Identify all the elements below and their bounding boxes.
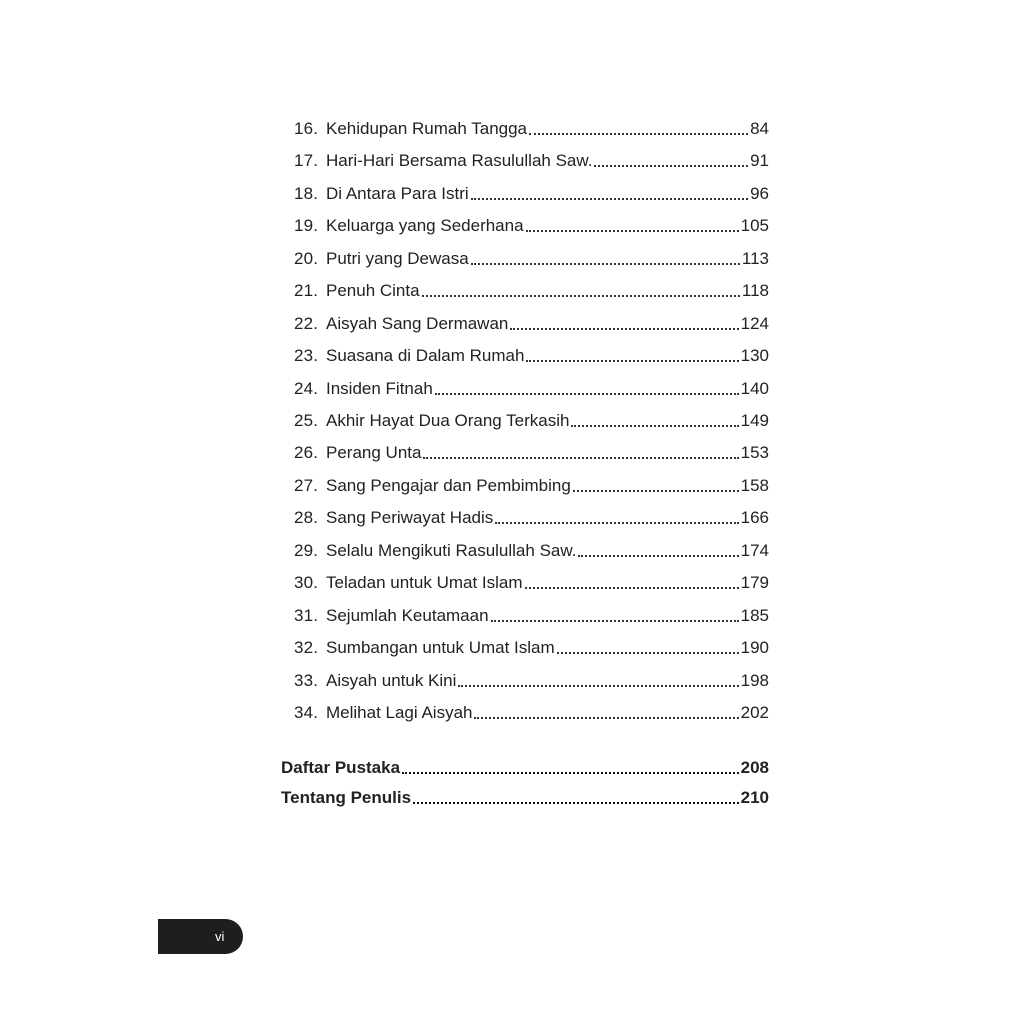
toc-dot-leader [495, 522, 738, 524]
toc-entry-page: 91 [750, 151, 769, 170]
toc-entry-number: 17. [294, 151, 319, 170]
toc-entry-title: Teladan untuk Umat Islam [326, 573, 523, 592]
toc-entry-number: 30. [294, 573, 319, 592]
toc-dot-leader [491, 620, 739, 622]
toc-entry [294, 377, 769, 401]
toc-entry-page: 179 [740, 573, 769, 592]
toc-entry-page: 185 [740, 606, 769, 625]
toc-entry-number: 18. [294, 184, 319, 203]
toc-entry-title: Aisyah Sang Dermawan [326, 314, 509, 333]
toc-entry-title: Sang Pengajar dan Pembimbing [326, 476, 571, 495]
toc-dot-leader [573, 490, 739, 492]
toc-entry-title: Tentang Penulis [281, 788, 412, 807]
toc-entry-number: 19. [294, 216, 319, 235]
toc-entry-title: Melihat Lagi Aisyah [326, 703, 473, 722]
toc-entry-title: Kehidupan Rumah Tangga [326, 119, 528, 138]
toc-entry-title: Keluarga yang Sederhana [326, 216, 524, 235]
toc-entry-page: 202 [740, 703, 769, 722]
toc-entry-title: Perang Unta [326, 443, 422, 462]
toc-dot-leader [571, 425, 738, 427]
toc-entry [294, 539, 769, 563]
toc-dot-leader [474, 717, 738, 719]
toc-entry-number: 20. [294, 249, 319, 268]
toc-entry-title: Sejumlah Keutamaan [326, 606, 489, 625]
toc-dot-leader [526, 230, 739, 232]
toc-dot-leader [525, 587, 739, 589]
toc-dot-leader [529, 133, 748, 135]
toc-entry-title: Sang Periwayat Hadis [326, 508, 494, 527]
toc-entry-page: 166 [740, 508, 769, 527]
toc-entry-number: 22. [294, 314, 319, 333]
toc-entry-title: Aisyah untuk Kini [326, 671, 457, 690]
toc-entry [294, 506, 769, 530]
toc-entry-page: 124 [740, 314, 769, 333]
toc-entry-page: 105 [740, 216, 769, 235]
toc-dot-leader [510, 328, 738, 330]
toc-entry-number: 28. [294, 508, 319, 527]
toc-entry [294, 441, 769, 465]
toc-entry-page: 153 [740, 443, 769, 462]
toc-backmatter-entry [281, 786, 769, 810]
toc-dot-leader [402, 772, 739, 774]
toc-entry [294, 409, 769, 433]
toc-entry-title: Sumbangan untuk Umat Islam [326, 638, 555, 657]
toc-entry-number: 27. [294, 476, 319, 495]
toc-entry-title: Penuh Cinta [326, 281, 420, 300]
toc-entry-page: 158 [740, 476, 769, 495]
toc-entry-title: Di Antara Para Istri [326, 184, 469, 203]
toc-entry-number: 32. [294, 638, 319, 657]
toc-entry-number: 16. [294, 119, 319, 138]
toc-entry-page: 140 [740, 379, 769, 398]
toc-entry [294, 149, 769, 173]
toc-dot-leader [471, 198, 748, 200]
toc-entry-number: 29. [294, 541, 319, 560]
toc-entry-number: 26. [294, 443, 319, 462]
toc-entry-number: 21. [294, 281, 319, 300]
toc-entry-page: 174 [740, 541, 769, 560]
toc-entry-title: Insiden Fitnah [326, 379, 433, 398]
toc-entry [294, 604, 769, 628]
toc-entry [294, 701, 769, 725]
toc-dot-leader [422, 295, 740, 297]
toc-entry [294, 474, 769, 498]
toc-dot-leader [578, 555, 738, 557]
toc-entry [294, 247, 769, 271]
toc-entry-page: 190 [740, 638, 769, 657]
toc-entry-title: Selalu Mengikuti Rasulullah Saw. [326, 541, 577, 560]
toc-entry [294, 279, 769, 303]
toc-entry [294, 312, 769, 336]
toc-entry-page: 113 [741, 249, 769, 268]
toc-entry-number: 24. [294, 379, 319, 398]
toc-entry-number: 34. [294, 703, 319, 722]
toc-dot-leader [471, 263, 740, 265]
toc-dot-leader [594, 165, 748, 167]
toc-entry-title: Hari-Hari Bersama Rasulullah Saw. [326, 151, 593, 170]
toc-entry-page: 96 [750, 184, 769, 203]
toc-entry [294, 117, 769, 141]
toc-entry-title: Putri yang Dewasa [326, 249, 469, 268]
page-number-tab [158, 919, 243, 954]
toc-entry [294, 571, 769, 595]
toc-entry-page: 198 [740, 671, 769, 690]
page-number: vi [215, 929, 225, 944]
toc-dot-leader [557, 652, 739, 654]
toc-dot-leader [435, 393, 739, 395]
toc-entry [294, 669, 769, 693]
toc-entry-page: 84 [750, 119, 769, 138]
toc-dot-leader [458, 685, 738, 687]
toc-entry-number: 25. [294, 411, 319, 430]
toc-entry-title: Akhir Hayat Dua Orang Terkasih [326, 411, 570, 430]
toc-dot-leader [526, 360, 738, 362]
toc-entry-page: 130 [740, 346, 769, 365]
toc-entry-title: Daftar Pustaka [281, 758, 401, 777]
toc-entry [294, 214, 769, 238]
toc-entry-number: 23. [294, 346, 319, 365]
toc-entry-number: 33. [294, 671, 319, 690]
toc-dot-leader [423, 457, 738, 459]
toc-entry-page: 210 [740, 788, 769, 807]
toc-entry-page: 149 [740, 411, 769, 430]
toc-entry-page: 208 [740, 758, 769, 777]
toc-entry-page: 118 [741, 281, 769, 300]
toc-entry-title: Suasana di Dalam Rumah [326, 346, 525, 365]
toc-entry [294, 344, 769, 368]
toc-entry [294, 636, 769, 660]
toc-entry-number: 31. [294, 606, 319, 625]
toc-entry [294, 182, 769, 206]
toc-backmatter-entry [281, 756, 769, 780]
toc-dot-leader [413, 802, 739, 804]
